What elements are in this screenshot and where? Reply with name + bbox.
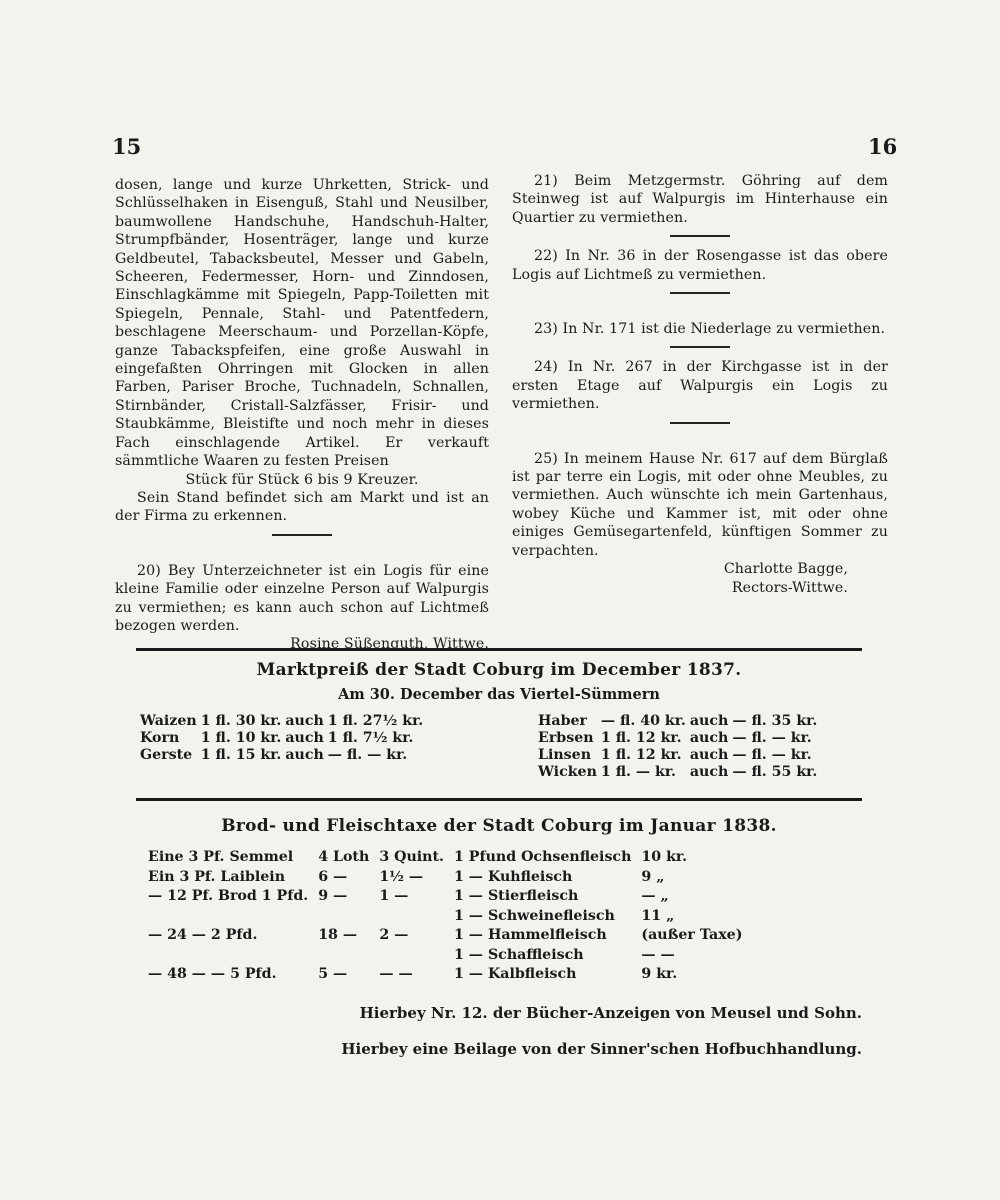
table-cell: 6 — [318, 868, 348, 885]
table-cell: 1½ — [379, 868, 424, 885]
ad-21-text: 21) Beim Metzgermstr. Göhring auf dem Steinweg ist auf Walpurgis im Hinterhause ein Quartier zu vermiethen. [512, 173, 888, 226]
bread-meat-row [148, 926, 752, 946]
separator-rule [670, 422, 730, 424]
table-cell: 1 — Stierfleisch [454, 888, 579, 904]
table-cell: — fl. 40 kr. [600, 713, 686, 729]
grain-price-row [538, 730, 821, 747]
supplement-note-1: Hierbey Nr. 12. der Bücher-Anzeigen von Meusel und Sohn. [359, 1004, 862, 1022]
table-cell: 1 fl. 30 kr. [200, 713, 282, 729]
table-cell [318, 907, 379, 927]
ad-20-text: 20) Bey Unterzeichneter ist ein Logis für eine kleine Familie oder einzelne Person auf Walpurgis zu vermiethen; es kann auch schon auf Lichtmeß bezogen werden. [115, 562, 489, 634]
right-column [512, 172, 888, 597]
table-cell [148, 946, 318, 966]
bread-meat-row [148, 946, 752, 966]
table-cell: 9 „ [641, 868, 665, 885]
table-cell: auch [285, 730, 324, 746]
bread-meat-row [148, 887, 752, 907]
table-cell: 1 — Kuhfleisch [454, 868, 573, 885]
page-number-right: 16 [868, 134, 898, 159]
separator-rule [670, 235, 730, 237]
table-cell: auch [285, 747, 324, 763]
table-cell: (außer Taxe) [641, 927, 743, 943]
grain-price-table-left [140, 713, 427, 764]
ad-25-signature-title: Rectors-Wittwe. [731, 579, 848, 596]
section-rule [136, 648, 862, 651]
bread-meat-row [148, 848, 752, 868]
page-number-left: 15 [112, 134, 142, 159]
grain-price-row [140, 747, 427, 764]
ad-24-text: 24) In Nr. 267 in der Kirchgasse ist in der ersten Etage auf Walpurgis ein Logis zu vermiethen. [512, 359, 888, 413]
table-cell: Linsen [538, 747, 592, 763]
grain-price-row [538, 764, 821, 781]
merchant-stand-line: Sein Stand befindet sich am Markt und ist an der Firma zu erkennen. [115, 489, 489, 525]
table-cell: 2 — [379, 927, 409, 943]
table-cell: auch [285, 713, 324, 729]
separator-rule [670, 346, 730, 348]
separator-rule [272, 534, 332, 536]
table-cell: 1 — Kalbfleisch [454, 966, 577, 982]
table-cell: Waizen [140, 713, 197, 729]
table-cell: 1 — [379, 888, 409, 904]
table-cell: 1 — Schaffleisch [454, 946, 584, 963]
table-cell: — 48 — — 5 Pfd. [148, 966, 277, 982]
table-cell [148, 907, 318, 927]
bread-meat-table [148, 848, 752, 985]
table-cell: — fl. 35 kr. [732, 713, 818, 729]
table-cell [318, 946, 379, 966]
bread-meat-row [148, 907, 752, 927]
table-cell: 4 Loth [318, 849, 370, 865]
table-cell: Gerste [140, 747, 193, 763]
table-cell: 1 fl. 10 kr. [200, 730, 282, 746]
supplement-note-2: Hierbey eine Beilage von der Sinner'schen Hofbuchhandlung. [341, 1040, 862, 1058]
table-cell: 1 fl. — kr. [600, 764, 676, 780]
ad-25-text: 25) In meinem Hause Nr. 617 auf dem Bürglaß ist par terre ein Logis, mit oder ohne Meubles, zu vermiethen. Auch wünschte ich mein Gartenhaus, wobey Küche und Kammer ist, mit oder ohne einiges Gemüsegartenfeld, künftigen Sommer zu verpachten. [512, 450, 888, 559]
table-cell: auch [689, 713, 729, 729]
grain-price-row [140, 730, 427, 747]
ad-23-text: 23) In Nr. 171 ist die Niederlage zu vermiethen. [534, 321, 886, 338]
table-cell: auch [689, 730, 729, 746]
table-cell [379, 946, 454, 966]
table-cell: 11 „ [641, 907, 675, 924]
table-cell: — fl. — kr. [732, 730, 812, 746]
table-cell: 1 fl. 15 kr. [200, 747, 282, 763]
table-cell: Erbsen [538, 730, 594, 746]
table-cell: Wicken [538, 764, 597, 780]
table-cell: 3 Quint. [379, 849, 444, 865]
table-cell: 18 — [318, 927, 358, 943]
merchant-ad-text: dosen, lange und kurze Uhrketten, Strick- und Schlüsselhaken in Eisenguß, Stahl und Neusilber, baumwollene Handschuhe, Handschuh-Halter, Strumpfbänder, Hosenträger, lange und kurze Geldbeutel, Tabacksbeutel, Messer und Gabeln, Scheeren, Federmesser, Horn- und Zinndosen, Einschlagkämme mit Spiegeln, Papp-Toiletten mit Spiegeln, Pennale, Stahl- und Patentfedern, beschlagene Meerschaum- und Porzellan-Köpfe, ganze Tabackspfeifen, eine große Auswahl in eingefaßten Ohrringen mit Glocken in allen Farben, Pariser Broche, Tuchnadeln, Schnallen, Stirnbänder, Cristall-Salzfässer, Frisir- und Staubkämme, Bleistifte und noch mehr in dieses Fach einschlagende Artikel. Er verkauft sämmtliche Waaren zu festen Preisen [115, 177, 489, 470]
table-cell: — „ [641, 888, 669, 904]
bread-meat-row [148, 965, 752, 985]
table-cell: auch [689, 747, 729, 763]
table-cell: — — [641, 946, 675, 963]
market-price-subtitle: Am 30. December das Viertel-Sümmern [338, 686, 660, 703]
table-cell: 1 Pfund Ochsenfleisch [454, 849, 632, 865]
table-cell: 5 — [318, 966, 348, 982]
grain-price-row [140, 713, 427, 730]
left-column [115, 176, 489, 654]
table-cell: Eine 3 Pf. Semmel [148, 849, 294, 865]
table-cell: 1 fl. 12 kr. [600, 730, 682, 746]
table-cell: — fl. 55 kr. [732, 764, 818, 780]
ad-25-signature-name: Charlotte Bagge, [723, 561, 848, 578]
table-cell: 1 fl. 12 kr. [600, 747, 682, 763]
table-cell: 10 kr. [641, 849, 688, 865]
table-cell: 9 kr. [641, 966, 678, 982]
table-cell: — 12 Pf. Brod 1 Pfd. [148, 888, 309, 904]
ad-20-signature: Rosine Süßenguth, Wittwe. [290, 636, 489, 653]
section-rule [136, 798, 862, 801]
grain-price-row [538, 713, 821, 730]
table-cell: 1 — Hammelfleisch [454, 927, 607, 943]
grain-price-table-right [538, 713, 821, 781]
table-cell: Korn [140, 730, 180, 746]
bread-meat-row [148, 868, 752, 888]
market-price-title: Marktpreiß der Stadt Coburg im December 1837. [256, 660, 742, 680]
table-cell: Ein 3 Pf. Laiblein [148, 868, 286, 885]
table-cell: — fl. — kr. [732, 747, 812, 763]
table-cell: 1 fl. 7½ kr. [327, 730, 414, 746]
separator-rule [670, 292, 730, 294]
table-cell: — 24 — 2 Pfd. [148, 927, 258, 943]
table-cell: 1 fl. 27½ kr. [327, 713, 424, 729]
table-cell: auch [689, 764, 729, 780]
table-cell: — fl. — kr. [327, 747, 408, 763]
bread-meat-title: Brod- und Fleischtaxe der Stadt Coburg im Januar 1838. [221, 816, 777, 836]
table-cell: 1 — Schweinefleisch [454, 907, 615, 924]
table-cell [379, 907, 454, 927]
merchant-price-line: Stück für Stück 6 bis 9 Kreuzer. [185, 471, 419, 488]
table-cell: — — [379, 966, 413, 982]
grain-price-row [538, 747, 821, 764]
table-cell: 9 — [318, 888, 348, 904]
ad-22-text: 22) In Nr. 36 in der Rosengasse ist das obere Logis auf Lichtmeß zu vermiethen. [512, 248, 888, 283]
table-cell: Haber [538, 713, 588, 729]
